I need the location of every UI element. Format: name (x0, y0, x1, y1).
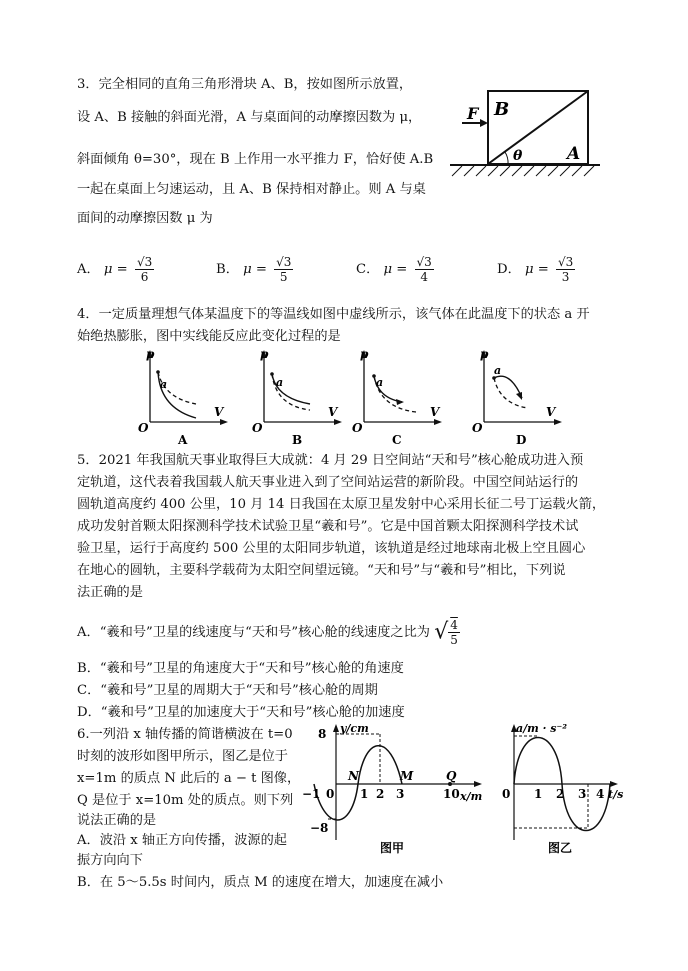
option-mu: μ = (103, 262, 128, 277)
q4-graph-d[interactable] (470, 348, 570, 446)
label-b: B (494, 99, 510, 120)
label-f: F (467, 104, 479, 123)
q6-option-b[interactable]: B．在 5～5.5s 时间内，质点 M 的速度在增大，加速度在减小 (77, 875, 444, 890)
y-axis-label: y/cm (340, 722, 369, 735)
q4-line-2: 始绝热膨胀，图中实线能反应此变化过程的是 (77, 329, 341, 344)
tick-3: 3 (578, 787, 587, 801)
q4-graph-b[interactable] (250, 348, 350, 446)
q6-option-a-line-1[interactable]: A．波沿 x 轴正方向传播，波源的起 (77, 833, 287, 848)
q6-line-4: Q 是位于 x=10m 处的质点。则下列 (77, 793, 294, 808)
q5-line-3: 圆轨道高度约 400 公里，10 月 14 日我国在太原卫星发射中心采用长征二号丁运载火箭， (77, 497, 606, 512)
q5-option-d[interactable]: D．“羲和号”卫星的加速度大于“天和号”核心舱的加速度 (77, 705, 405, 720)
option-mu: μ = (243, 262, 267, 277)
origin-label: O (138, 421, 149, 435)
q6-line-5: 说法正确的是 (77, 813, 157, 828)
option-fraction: $\frac{√3}{5}$ (276, 255, 292, 284)
axis-v-label: V (430, 405, 440, 419)
graph-caption: B (292, 433, 303, 447)
axis-v-label: V (546, 405, 556, 419)
origin-label: O (252, 421, 263, 435)
y-max-label: 8 (318, 727, 327, 741)
q5-option-a[interactable] (77, 618, 460, 647)
option-mu: μ = (524, 262, 549, 277)
option-text: A．“羲和号”卫星的线速度与“天和号”核心舱的线速度之比为 (77, 625, 430, 640)
point-m-label: M (400, 769, 414, 783)
t-axis-label: t/s (608, 788, 624, 801)
q6-option-a-line-2: 振方向向下 (77, 853, 143, 868)
axis-v-label: V (328, 405, 338, 419)
axis-p-label: p (480, 347, 489, 361)
q3-option-d[interactable] (497, 255, 575, 284)
q3-option-a[interactable] (77, 255, 154, 284)
q3-line-1: 3．完全相同的直角三角形滑块 A、B，按如图所示放置， (77, 77, 413, 92)
origin-label: O (352, 421, 363, 435)
option-letter: D． (497, 262, 521, 277)
process-arrow (396, 399, 404, 405)
option-fraction: $\frac{4}{5}$ (450, 618, 458, 647)
state-a-label: a (160, 378, 168, 391)
q4-graph-a[interactable] (136, 348, 236, 446)
graph-caption: C (392, 433, 402, 447)
x-axis-label: x/m (460, 790, 483, 803)
option-mu: μ = (383, 262, 408, 277)
tick-2: 2 (376, 787, 385, 801)
option-fraction: $\frac{√3}{3}$ (557, 255, 574, 284)
state-a-label: a (376, 376, 384, 389)
state-a-point (270, 372, 274, 376)
tick-10: 10 (443, 787, 460, 801)
option-letter: B． (216, 262, 239, 277)
graph-caption: A (178, 433, 188, 447)
tick-2: 2 (556, 787, 565, 801)
label-theta: θ (513, 148, 523, 164)
q5-line-2: 定轨道，这代表着我国载人航天事业进入到了空间站运营的新阶段。中国空间站运行的 (77, 475, 579, 490)
q3-line-2: 设 A、B 接触的斜面光滑，A 与桌面间的动摩擦因数为 μ， (77, 110, 422, 125)
force-arrowhead (480, 119, 488, 127)
q6-figure-jia (300, 722, 495, 854)
process-arrow (516, 392, 522, 400)
figure-caption: 图甲 (380, 841, 405, 855)
q3-line-4: 一起在桌面上匀速运动，且 A、B 保持相对静止。则 A 与桌 (77, 182, 426, 197)
ground-hatch (452, 166, 594, 176)
q5-line-6: 在地心的圆轨，主要科学载荷为太阳空间望远镜。“天和号”与“羲和号”相比，下列说 (77, 563, 566, 578)
tick-4: 4 (596, 787, 605, 801)
q3-option-b[interactable] (216, 255, 293, 284)
sqrt-sign: √ (434, 619, 449, 645)
a-axis-label: a/m · s⁻² (516, 722, 568, 735)
q3-figure-blocks (450, 88, 600, 180)
graph-caption: D (516, 433, 527, 447)
q6-figure-yi (496, 722, 636, 854)
y-min-label: −8 (310, 821, 329, 835)
q5-option-b[interactable]: B．“羲和号”卫星的角速度大于“天和号”核心舱的角速度 (77, 661, 404, 676)
state-a-label: a (494, 364, 502, 377)
axis-p-label: p (260, 347, 269, 361)
origin-label: 0 (502, 787, 511, 801)
q5-option-c[interactable]: C．“羲和号”卫星的周期大于“天和号”核心舱的周期 (77, 683, 378, 698)
state-a-label: a (276, 376, 284, 389)
q5-line-5: 验卫星，运行于高度约 500 公里的太阳同步轨道，该轨道是经过地球南北极上空且圆心 (77, 541, 586, 556)
figure-caption: 图乙 (548, 841, 573, 855)
option-fraction: $\frac{√3}{4}$ (416, 255, 432, 284)
label-a: A (567, 144, 581, 164)
q3-line-5: 面间的动摩擦因数 μ 为 (77, 211, 213, 226)
angle-arc (505, 152, 508, 164)
axis-v-label: V (214, 405, 224, 419)
isotherm-dashed (494, 378, 528, 408)
q6-line-1: 6.一列沿 x 轴传播的简谐横波在 t=0 (77, 727, 293, 742)
option-letter: A． (77, 262, 100, 277)
point-q-label: Q (446, 769, 457, 783)
tick-3: 3 (396, 787, 405, 801)
q6-line-3: x=1m 的质点 N 此后的 a − t 图像， (77, 771, 301, 786)
option-fraction: $\frac{√3}{6}$ (136, 255, 153, 284)
tick-1: 1 (360, 787, 369, 801)
q3-line-3: 斜面倾角 θ=30°，现在 B 上作用一水平推力 F，恰好使 A.B (77, 152, 434, 167)
q5-line-4: 成功发射首颗太阳探测科学技术试验卫星“羲和号”。它是中国首颗太阳探测科学技术试 (77, 519, 579, 534)
point-n-label: N (348, 769, 359, 783)
origin-label: O (472, 421, 483, 435)
option-letter: C． (356, 262, 380, 277)
q5-line-7: 法正确的是 (77, 585, 143, 600)
q3-option-c[interactable] (356, 255, 434, 284)
q4-line-1: 4．一定质量理想气体某温度下的等温线如图中虚线所示，该气体在此温度下的状态 a 开 (77, 307, 590, 322)
tick-1: 1 (534, 787, 543, 801)
q4-graph-c[interactable] (350, 348, 450, 446)
tick-neg1: −1 (302, 787, 321, 801)
axis-p-label: p (360, 347, 369, 361)
q6-line-2: 时刻的波形如图甲所示，图乙是位于 (77, 749, 288, 764)
axis-p-label: p (146, 347, 155, 361)
tick-0: 0 (326, 787, 335, 801)
q5-line-1: 5．2021 年我国航天事业取得巨大成就：4 月 29 日空间站“天和号”核心舱成功进入预 (77, 453, 584, 468)
state-a-point (156, 370, 160, 374)
